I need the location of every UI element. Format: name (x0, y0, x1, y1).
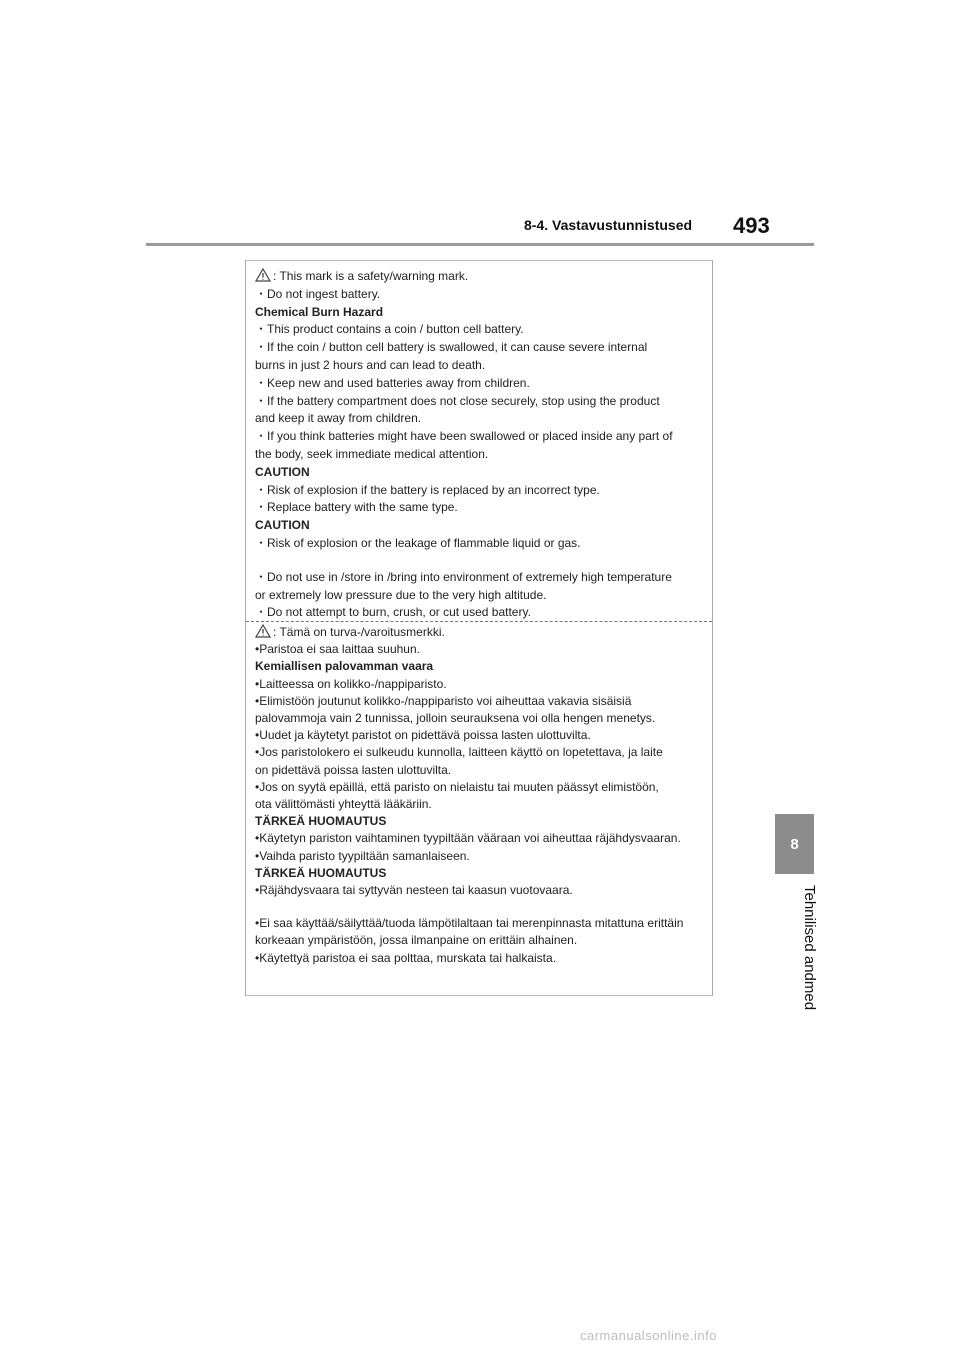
notice-line-text: burns in just 2 hours and can lead to death. (255, 357, 486, 372)
notice-line-text: palovammoja vain 2 tunnissa, jolloin seurauksena voi olla hengen menetys. (255, 711, 656, 726)
notice-line-text: •Käytetyn pariston vaihtaminen tyypiltään vääraan voi aiheuttaa räjähdysvaaran. (255, 831, 681, 846)
notice-line-text: ・If the battery compartment does not close securely, stop using the product (255, 393, 660, 408)
notice-line (255, 499, 708, 517)
notice-divider (246, 621, 712, 622)
notice-line (255, 339, 708, 357)
notice-line (255, 676, 708, 693)
notice-line (255, 268, 708, 286)
notice-line (255, 321, 708, 339)
notice-line-text: TÄRKEÄ HUOMAUTUS (255, 865, 387, 880)
notice-line (255, 727, 708, 744)
notice-line (255, 950, 708, 967)
notice-line (255, 286, 708, 304)
notice-line-text: •Räjähdysvaara tai syttyvän nesteen tai kaasun vuotovaara. (255, 883, 573, 898)
notice-line (255, 624, 708, 641)
notice-line-text: ・Replace battery with the same type. (255, 500, 458, 515)
notice-line-text: : Tämä on turva-/varoitusmerkki. (273, 625, 445, 639)
notice-line-text: •Jos paristolokero ei sulkeudu kunnolla, laitteen käyttö on lopetettava, ja laite (255, 745, 663, 760)
notice-line-text: korkeaan ympäristöön, jossa ilmanpaine on erittäin alhainen. (255, 933, 578, 948)
notice-line-text: the body, seek immediate medical attention. (255, 446, 489, 461)
notice-line-text: •Paristoa ei saa laittaa suuhun. (255, 642, 420, 657)
notice-line (255, 830, 708, 847)
notice-english (255, 268, 708, 622)
notice-line-text: •Vaihda paristo tyypiltään samanlaiseen. (255, 848, 470, 863)
notice-line (255, 779, 708, 796)
notice-line (255, 410, 708, 428)
notice-line-text: •Laitteessa on kolikko-/nappiparisto. (255, 676, 447, 691)
header-rule (146, 243, 814, 246)
notice-line-text: on pidettävä poissa lasten ulottuvilta. (255, 762, 452, 777)
notice-line-text: TÄRKEÄ HUOMAUTUS (255, 814, 387, 829)
notice-line-text: ・Risk of explosion if the battery is replaced by an incorrect type. (255, 482, 600, 497)
notice-heading (255, 464, 708, 482)
notice-line (255, 848, 708, 865)
chapter-tab[interactable]: 8 (775, 814, 814, 874)
footer-watermark: carmanualsonline.info (580, 1328, 717, 1343)
notice-line-text: CAUTION (255, 518, 310, 533)
notice-line-text: ・Do not ingest battery. (255, 286, 381, 301)
notice-line (255, 744, 708, 761)
battery-notice (245, 260, 713, 996)
notice-finnish (255, 624, 708, 967)
notice-line (255, 446, 708, 464)
notice-heading (255, 658, 708, 675)
notice-line (255, 882, 708, 899)
notice-line-text: ・Do not attempt to burn, crush, or cut used battery. (255, 605, 531, 620)
notice-line (255, 482, 708, 500)
notice-line-text: •Käytettyä paristoa ei saa polttaa, murskata tai halkaista. (255, 950, 557, 965)
notice-line (255, 569, 708, 587)
notice-line (255, 932, 708, 949)
notice-line-text: •Uudet ja käytetyt paristot on pidettävä poissa lasten ulottuvilta. (255, 728, 591, 743)
notice-line-text: ・This product contains a coin / button cell battery. (255, 322, 524, 337)
notice-line (255, 357, 708, 375)
notice-line (255, 535, 708, 553)
section-title: 8-4. Vastavustunnistused (524, 217, 693, 233)
notice-line (255, 915, 708, 932)
notice-heading (255, 865, 708, 882)
notice-line (255, 641, 708, 658)
warning-triangle-icon (255, 624, 271, 638)
notice-line-text: •Ei saa käyttää/säilyttää/tuoda lämpötilaltaan tai merenpinnasta mitattuna erittäin (255, 916, 684, 931)
notice-heading (255, 304, 708, 322)
notice-line (255, 762, 708, 779)
notice-heading (255, 517, 708, 535)
notice-line (255, 393, 708, 411)
notice-line-text: •Jos on syytä epäillä, että paristo on nielaistu tai muuten päässyt elimistöön, (255, 779, 659, 794)
notice-line-text: ・Keep new and used batteries away from children. (255, 375, 530, 390)
notice-line (255, 796, 708, 813)
page-number: 493 (733, 213, 770, 238)
notice-line-text: Chemical Burn Hazard (255, 304, 384, 319)
notice-line-text: : This mark is a safety/warning mark. (273, 269, 469, 283)
notice-line-text: Kemiallisen palovamman vaara (255, 659, 434, 674)
notice-line (255, 604, 708, 622)
notice-line-text: ・Risk of explosion or the leakage of flammable liquid or gas. (255, 535, 581, 550)
chapter-label: Tehnilised andmed (801, 885, 818, 1011)
notice-line-text: ota välittömästi yhteyttä lääkäriin. (255, 797, 432, 812)
notice-line-text: or extremely low pressure due to the very high altitude. (255, 587, 547, 602)
warning-triangle-icon (255, 268, 271, 282)
notice-line-text: ・Do not use in /store in /bring into environment of extremely high temperature (255, 569, 672, 584)
notice-line-text: CAUTION (255, 464, 310, 479)
notice-line (255, 710, 708, 727)
notice-line-text: •Elimistöön joutunut kolikko-/nappiparisto voi aiheuttaa vakavia sisäisiä (255, 693, 632, 708)
notice-line-text: and keep it away from children. (255, 411, 422, 426)
notice-heading (255, 813, 708, 830)
notice-line (255, 693, 708, 710)
notice-line (255, 428, 708, 446)
notice-line-text: ・If the coin / button cell battery is swallowed, it can cause severe internal (255, 340, 648, 355)
notice-line-text: ・If you think batteries might have been swallowed or placed inside any part of (255, 429, 673, 444)
notice-line (255, 375, 708, 393)
notice-line (255, 587, 708, 605)
